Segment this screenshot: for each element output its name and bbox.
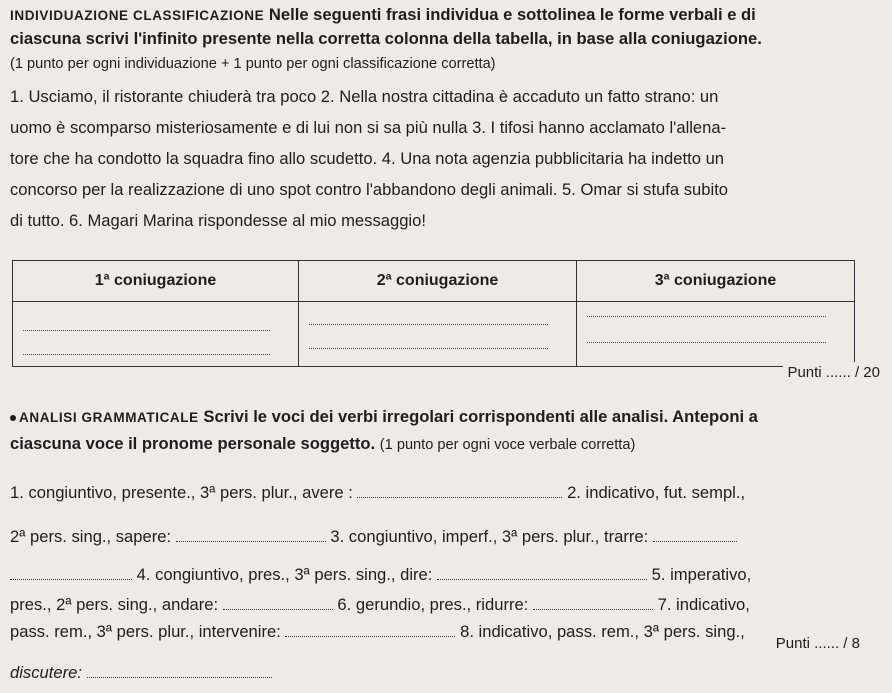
answer-line-3[interactable] xyxy=(653,527,737,542)
item-2: 2. indicativo, fut. sempl., xyxy=(567,483,746,502)
answer-line[interactable] xyxy=(23,330,270,331)
exercise-1-scoring: (1 punto per ogni individuazione + 1 punto per ogni classificazione corretta) xyxy=(10,56,496,72)
exercise-1-points: Punti ...... / 20 xyxy=(783,362,884,383)
exercise-2-instruction-b: ciascuna voce il pronome personale soggetto. xyxy=(10,434,376,453)
item-4: 4. congiuntivo, pres., 3ª pers. sing., dire: xyxy=(136,565,433,584)
answer-line[interactable] xyxy=(309,324,548,325)
exercise-2-header xyxy=(10,406,878,429)
exercise-1-instruction-b: ciascuna scrivi l'infinito presente nella corretta colonna della tabella, in base alla coniugazione. xyxy=(10,29,762,48)
exercise-1-header xyxy=(10,4,878,27)
exercise-2-row xyxy=(10,526,878,548)
item-7: 7. indicativo, xyxy=(657,595,750,614)
exercise-2-row xyxy=(10,662,878,684)
item-5-cont: pres., 2ª pers. sing., andare: xyxy=(10,595,219,614)
answer-line[interactable] xyxy=(587,342,826,343)
header-second-conjugation: 2ª coniugazione xyxy=(299,261,577,302)
exercise-2-title: ANALISI GRAMMATICALE xyxy=(19,410,199,425)
first-conjugation-cell[interactable] xyxy=(13,302,299,367)
item-8: 8. indicativo, pass. rem., 3ª pers. sing., xyxy=(460,622,745,641)
answer-line-5[interactable] xyxy=(223,595,333,610)
exercise-2-scoring: (1 punto per ogni voce verbale corretta) xyxy=(379,437,636,453)
exercise-2-instruction-line xyxy=(10,433,878,456)
second-conjugation-cell[interactable] xyxy=(299,302,577,367)
exercise-2-row xyxy=(10,564,878,586)
sentence-line: uomo è scomparso misteriosamente e di lui non si sa più nulla 3. I tifosi hanno acclamato l'allena- xyxy=(10,118,727,137)
header-third-conjugation: 3ª coniugazione xyxy=(577,261,855,302)
item-2-cont: 2ª pers. sing., sapere: xyxy=(10,527,172,546)
answer-line-7[interactable] xyxy=(285,622,455,637)
exercise-1-title: INDIVIDUAZIONE CLASSIFICAZIONE xyxy=(10,8,265,23)
item-1: 1. congiuntivo, presente., 3ª pers. plur., avere : xyxy=(10,483,353,502)
exercise-1-instruction-a: Nelle seguenti frasi individua e sottolinea le forme verbali e di xyxy=(268,5,756,24)
answer-line-6[interactable] xyxy=(533,595,653,610)
bullet-icon xyxy=(10,415,16,421)
answer-line-8[interactable] xyxy=(87,663,272,678)
sentence-line: concorso per la realizzazione di uno spot contro l'abbandono degli animali. 5. Omar si stufa subito xyxy=(10,180,729,199)
sentence-line: tore che ha condotto la squadra fino allo scudetto. 4. Una nota agenzia pubblicitaria ha indetto un xyxy=(10,149,725,168)
item-5: 5. imperativo, xyxy=(651,565,752,584)
answer-line[interactable] xyxy=(587,316,826,317)
answer-line-3-cont[interactable] xyxy=(10,565,132,580)
answer-line[interactable] xyxy=(309,348,548,349)
item-6: 6. gerundio, pres., ridurre: xyxy=(337,595,529,614)
answer-line-2[interactable] xyxy=(176,527,326,542)
sentence-line: 1. Usciamo, il ristorante chiuderà tra poco 2. Nella nostra cittadina è accaduto un fatto strano: un xyxy=(10,87,719,106)
header-first-conjugation: 1ª coniugazione xyxy=(13,261,299,302)
item-3: 3. congiuntivo, imperf., 3ª pers. plur., trarre: xyxy=(330,527,649,546)
item-8-cont: discutere: xyxy=(10,663,82,682)
answer-line-1[interactable] xyxy=(357,483,562,498)
sentence-line: di tutto. 6. Magari Marina rispondesse al mio messaggio! xyxy=(10,211,426,230)
exercise-2-instruction-a: Scrivi le voci dei verbi irregolari corrispondenti alle analisi. Anteponi a xyxy=(203,407,758,426)
exercise-2-points: Punti ...... / 8 xyxy=(775,635,860,652)
conjugation-table xyxy=(12,260,855,367)
third-conjugation-cell[interactable] xyxy=(577,302,855,367)
exercise-2-row xyxy=(10,621,878,643)
answer-line[interactable] xyxy=(23,354,270,355)
exercise-2-row xyxy=(10,594,878,616)
exercise-2-row xyxy=(10,482,878,504)
item-7-cont: pass. rem., 3ª pers. plur., intervenire: xyxy=(10,622,281,641)
answer-line-4[interactable] xyxy=(437,565,647,580)
